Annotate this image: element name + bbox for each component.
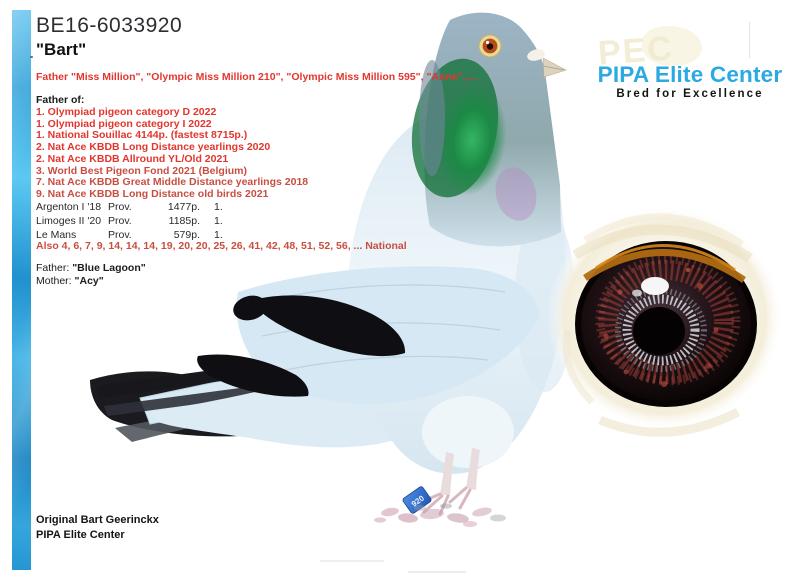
logo-title: PIPA Elite Center bbox=[597, 62, 783, 87]
scan-speck bbox=[30, 56, 33, 58]
achievement-item: 1. Olympiad pigeon category D 2022 bbox=[36, 106, 217, 118]
achievement-item: 9. Nat Ace KBDB Long Distance old birds 2021 bbox=[36, 187, 269, 200]
achievement-item: 2. Nat Ace KBDB Long Distance yearlings 2020 bbox=[36, 141, 271, 154]
eye-highlight bbox=[641, 277, 669, 295]
credit-owner: Original Bart Geerinckx bbox=[36, 514, 159, 526]
race-level: Prov. bbox=[108, 229, 132, 241]
ring-number: BE16-6033920 bbox=[36, 14, 183, 37]
also-results-line: Also 4, 6, 7, 9, 14, 14, 14, 19, 20, 20, 25, 26, 41, 42, 48, 51, 52, 56, ... National bbox=[36, 240, 407, 252]
achievement-item: 1. National Souillac 4144p. (fastest 8715p.) bbox=[36, 129, 248, 142]
results-table bbox=[36, 200, 266, 242]
race-place: 1. bbox=[214, 201, 223, 213]
eye-photo bbox=[547, 206, 783, 432]
scan-artifact bbox=[749, 22, 750, 58]
pigeon-photo bbox=[90, 13, 575, 527]
ground-debris bbox=[374, 503, 506, 527]
achievement-item: 1. Olympiad pigeon category I 2022 bbox=[36, 117, 212, 130]
race-name: Limoges II '20 bbox=[36, 215, 102, 227]
logo-tagline: Bred for Excellence bbox=[616, 88, 764, 100]
race-name: Argenton I '18 bbox=[36, 201, 102, 213]
achievement-list bbox=[36, 107, 308, 201]
race-points: 1185p. bbox=[168, 215, 200, 227]
result-row bbox=[36, 200, 266, 214]
mother-line bbox=[36, 275, 104, 287]
achievement-item: 2. Nat Ace KBDB Allround YL/Old 2021 bbox=[36, 152, 229, 165]
leg-ring-number: 920 bbox=[409, 493, 426, 509]
father-of-label: Father of: bbox=[36, 94, 85, 106]
result-row bbox=[36, 214, 266, 228]
race-level: Prov. bbox=[108, 215, 132, 227]
race-place: 1. bbox=[214, 215, 223, 227]
logo-watermark-text: PEC bbox=[596, 29, 676, 73]
race-points: 1477p. bbox=[167, 201, 200, 213]
mother-name: "Acy" bbox=[74, 275, 104, 287]
scan-artifact bbox=[408, 571, 466, 573]
race-points: 579p. bbox=[173, 229, 200, 241]
mother-label: Mother: bbox=[36, 275, 72, 287]
achievement-item: 3. World Best Pigeon Fond 2021 (Belgium) bbox=[36, 164, 247, 177]
pigeon-name: "Bart" bbox=[36, 40, 87, 59]
race-level: Prov. bbox=[108, 201, 132, 213]
race-place: 1. bbox=[214, 229, 223, 241]
lineage-line: Father "Miss Million", "Olympic Miss Million 210", "Olympic Miss Million 595", "Anne",.... bbox=[36, 71, 478, 83]
credits bbox=[36, 513, 159, 543]
pigeon-eye bbox=[479, 35, 501, 57]
scan-artifact bbox=[320, 560, 384, 562]
eye-pupil bbox=[633, 307, 685, 355]
achievement-item: 7. Nat Ace KBDB Great Middle Distance yearlings 2018 bbox=[36, 176, 309, 189]
father-label: Father: bbox=[36, 262, 70, 274]
race-name: Le Mans bbox=[36, 229, 77, 241]
father-line bbox=[36, 262, 146, 274]
credit-center: PIPA Elite Center bbox=[36, 529, 125, 541]
father-name: "Blue Lagoon" bbox=[72, 262, 146, 274]
